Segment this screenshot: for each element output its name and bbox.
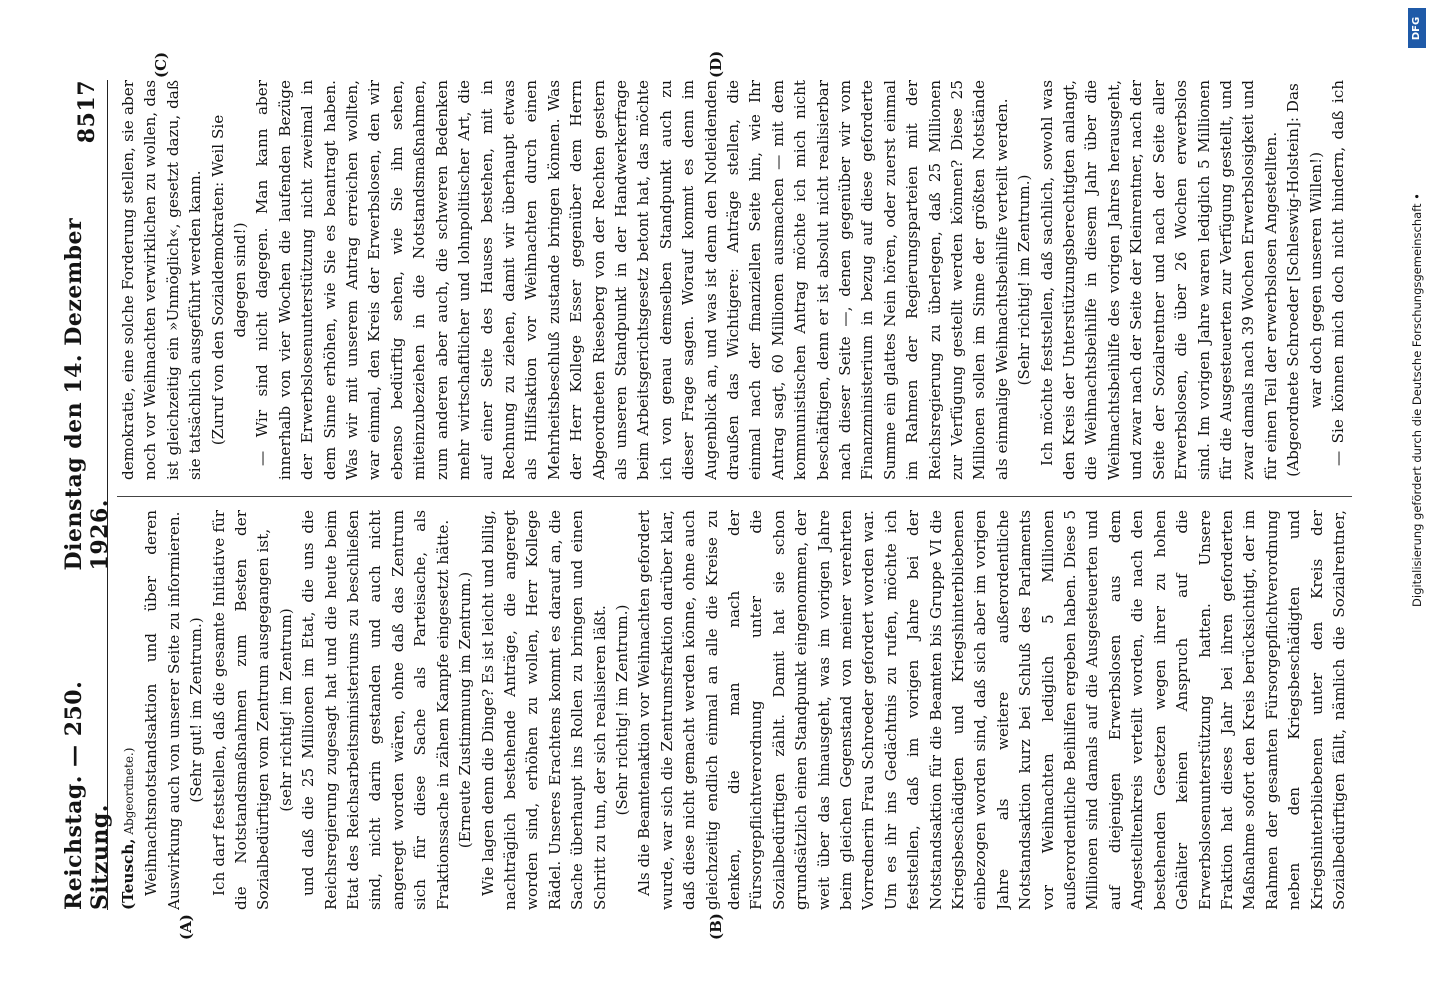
margin-mark-a: (A) [177, 914, 195, 940]
interjection: (Erneute Zustimmung im Zentrum.) [456, 571, 475, 849]
dfg-credit-text: Digitalisierung gefördert durch die Deutsche Forschungsgemeinschaft • [1410, 193, 1424, 607]
left-column [117, 510, 1352, 910]
rotated-document [61, 50, 1367, 950]
speaker-line [117, 510, 140, 910]
dfg-logo-text: DFG [1411, 16, 1423, 40]
interjection: (Sehr gut! im Zentrum.) [187, 617, 206, 803]
right-column [117, 80, 1352, 480]
paragraph: Weihnachtsnotstandsaktion und über deren Auswirkung auch von unserer Seite zu informieren. [142, 510, 183, 910]
interjection: (Abgeordnete Schroeder [Schleswig-Holstein]: Das war doch gegen unseren Willen!) [1284, 83, 1325, 477]
speaker-name: (Teusch, [119, 838, 137, 910]
interjection: (Sehr richtig! im Zentrum.) [612, 604, 631, 816]
speaker-role: Abgeordnete.) [122, 747, 136, 839]
paragraph: Wie lagen denn die Dinge? Es ist leicht und billig, nachträglich bestehende Anträge, die angeregt worden sind, erhöhen zu wollen, Herr Kollege Rädel. Unseres Erachtens kommt es darauf an, die Sache überhaupt ins Rollen zu bringen und einen Schritt zu tun, der sich realisieren läßt. [478, 510, 609, 910]
paragraph: — Sie können mich doch nicht hindern, daß ich [1328, 80, 1347, 466]
paragraph: Als die Beamtenaktion vor Weihnachten gefordert wurde, war sich die Zentrumsfraktion darüber klar, daß diese nicht gemacht werden könne, ohne auch gleichzeitig endlich einmal an alle die Kreise zu denken, die man nach der Fürsorgepflichtverordnung unter die Sozialbedürftigen zählt. Damit hat sie schon grundsätzlich einen Standpunkt eingenommen, der weit über das hinausgeht, was im vorigen Jahre beim gleichen Gegenstand von meiner verehrten Vorrednerin Frau Schroeder gefordert worden war. Um es ihr ins Gedächtnis zu rufen, möchte ich feststellen, daß im vorigen Jahre bei der Notstandsaktion für die Beamten bis Gruppe VI die Kriegsbeschädigten und Kriegshinterbliebenen einbezogen worden sind, daß sich aber im vorigen Jahre als weitere außerordentliche Notstandsaktion kurz bei Schluß des Parlaments vor Weihnachten lediglich 5 Millionen außerordentliche Beihilfen ergeben haben. Diese 5 Millionen sind damals auf die Ausgesteuerten und auf diejenigen Erwerbslosen aus dem Angestelltenkreis verteilt worden, die nach den bestehenden Gesetzen wegen ihrer zu hohen Gehälter keinen Anspruch auf die Erwerbslosenunterstützung hatten. Unsere Fraktion hat dieses Jahr bei ihren geforderten Maßnahme sofort den Kreis berücksichtigt, der im Rahmen der gesamten Fürsorgepflichtverordnung neben den Kriegsbeschädigten und Kriegshinterbliebenen unter den Kreis der Sozialbedürftigen fällt, nämlich die Sozialrentner, [635, 510, 1348, 910]
paragraph: — Wir sind nicht dagegen. Man kann aber innerhalb von vier Wochen die laufenden Bezüge der Erwerbslosenunterstützung nicht zweimal in dem Sinne erhöhen, wie Sie es beantragt haben. Was wir mit unserem Antrag erreichen wollten, war einmal, den Kreis der Erwerbslosen, den wir ebenso bedürftig sehen, wie Sie ihn sehen, miteinzubeziehen in die Notstandsmaßnahmen, zum anderen aber auch, die schweren Bedenken mehr wirtschaftlicher und lohnpolitischer Art, die auf einer Seite des Hauses bestehen, mit in Rechnung zu ziehen, damit wir überhaupt etwas als Hilfsaktion vor Weihnachten durch einen Mehrheitsbeschluß zustande bringen können. Was der Herr Kollege Esser gegenüber dem Herrn Abgeordneten Rieseberg von der Rechten gestern als unseren Standpunkt in der Handwerkerfrage beim Arbeitsgerichtsgesetz betont hat, das möchte ich von genau demselben Standpunkt auch zu dieser Frage sagen. Worauf kommt es denn im Augenblick an, und was ist denn den Notleidenden draußen das Wichtigere: Anträge stellen, die einmal nach der finanziellen Seite hin, wie Ihr Antrag sagt, 60 Millionen ausmachen — mit dem kommunistischen Antrag möchte ich mich nicht beschäftigen, denn er ist absolut nicht realisierbar nach dieser Seite —, denen gegenüber wir vom Finanzministerium in bezug auf diese geforderte Summe ein glattes Nein hören, oder zuerst einmal im Rahmen der Regierungsparteien mit der Reichsregierung zu überlegen, daß 25 Millionen zur Verfügung gestellt werden können? Diese 25 Millionen sollen im Sinne der größten Notstände als einmalige Weihnachtsbeihilfe verteilt werden. [253, 80, 1011, 480]
interjection: (Zuruf von den Sozialdemokraten: Weil Sie dagegen sind!) [208, 114, 250, 446]
dfg-logo [1408, 8, 1426, 48]
paragraph: Ich möchte feststellen, daß sachlich, sowohl was den Kreis der Unterstützungsberechtigten anlangt, die Weihnachtsbeihilfe in diesem Jahr über die Weihnachtsbeihilfe des vorigen Jahres herausgeht, und zwar nach der Seite der Kleinrentner, nach der Seite der Sozialrentner und nach der Seite aller Erwerbslosen, die über 26 Wochen erwerbslos sind. Im vorigen Jahre waren lediglich 5 Millionen für die Ausgesteuerten zur Verfügung gestellt, und zwar damals nach 39 Wochen Erwerbslosigkeit und für einen Teil der erwerbslosen Angestellten. [1037, 80, 1280, 480]
paragraph: Ich darf feststellen, daß die gesamte Initiative für die Notstandsmaßnahmen zum Besten der Sozialbedürftigen vom Zentrum ausgegangen ist, [209, 510, 273, 910]
header-date: Dienstag den 14. Dezember 1926. [61, 217, 113, 571]
paragraph: und daß die 25 Millionen im Etat, die uns die Reichsregierung zugesagt hat und die heute beim Etat des Reichsarbeitsministeriums zu beschließen sind, nicht darin gestanden und auch nicht angeregt worden wären, ohne daß das Zentrum sich für diese Sache als Parteisache, als Fraktionssache in zähem Kampfe eingesetzt hätte. [299, 510, 452, 910]
page-number: 8517 [74, 80, 100, 144]
margin-mark-c: (C) [152, 51, 170, 78]
page-header [61, 80, 113, 910]
interjection: (sehr richtig! im Zentrum) [276, 608, 295, 812]
dfg-sidebar [1400, 0, 1434, 1000]
paragraph: demokratie, eine solche Forderung stellen, sie aber noch vor Weihnachten verwirklichen zu wollen, das ist gleichzeitig ein »Unmöglich«, gesetzt dazu, daß sie tatsächlich ausgeführt werden kann. [119, 80, 205, 480]
margin-mark-b: (B) [707, 913, 725, 940]
margin-mark-d: (D) [707, 50, 725, 78]
column-divider [117, 496, 1352, 497]
header-left: Reichstag. — 250. Sitzung. [61, 680, 113, 910]
interjection: (Sehr richtig! im Zentrum.) [1015, 174, 1034, 386]
